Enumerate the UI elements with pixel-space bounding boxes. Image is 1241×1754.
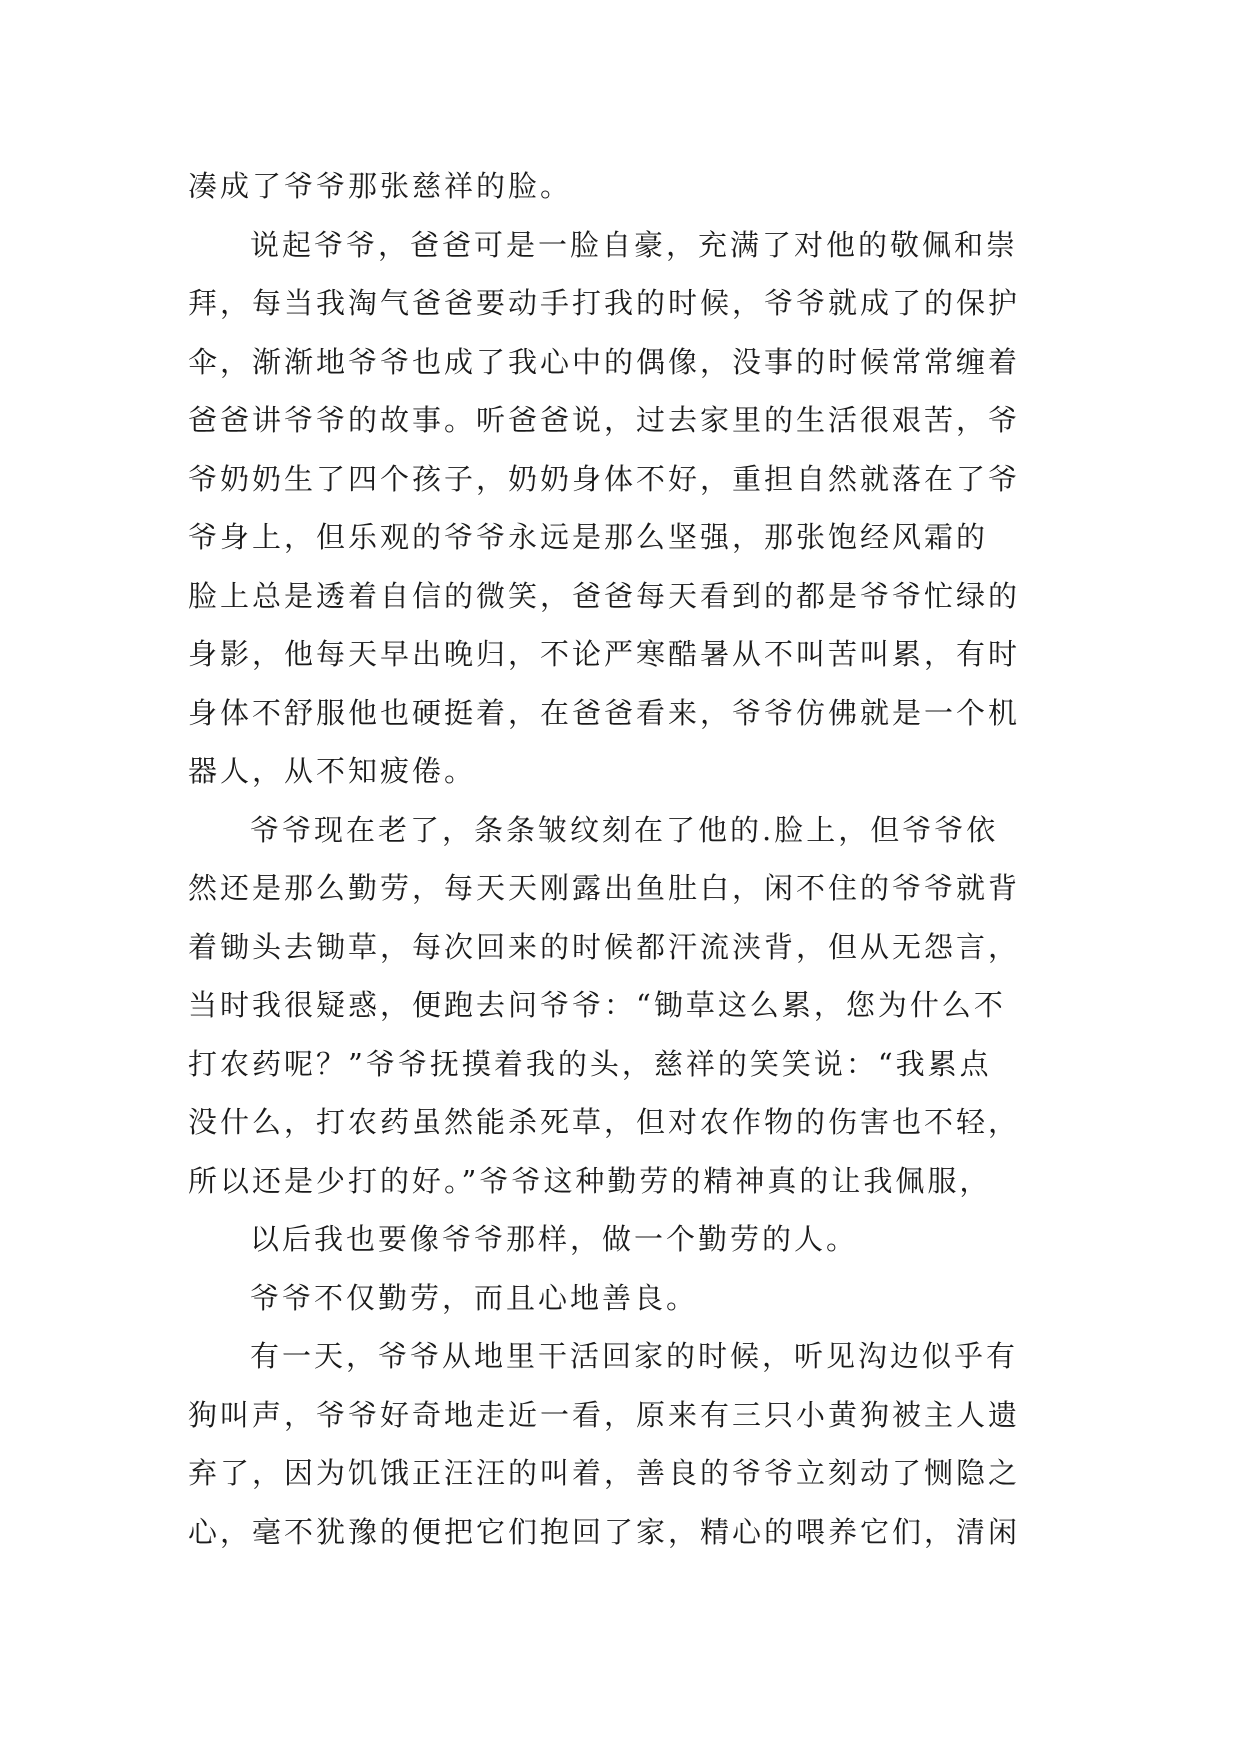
text-line: 所以还是少打的好。”爷爷这种勤劳的精神真的让我佩服， — [188, 1163, 992, 1198]
text-line: 脸上总是透着自信的微笑，爸爸每天看到的都是爷爷忙绿的 — [188, 578, 1021, 613]
text-line: 着锄头去锄草，每次回来的时候都汗流浃背，但从无怨言， — [188, 929, 1021, 964]
body-text — [188, 157, 1068, 1561]
text-line: 爷奶奶生了四个孩子，奶奶身体不好，重担自然就落在了爷 — [188, 461, 1021, 496]
text-line: 凑成了爷爷那张慈祥的脸。 — [188, 169, 573, 203]
text-line: 弃了，因为饥饿正汪汪的叫着，善良的爷爷立刻动了恻隐之 — [188, 1456, 1021, 1490]
text-line: 拜，每当我淘气爸爸要动手打我的时候，爷爷就成了的保护 — [188, 286, 1021, 320]
text-line: 心，毫不犹豫的便把它们抱回了家，精心的喂养它们，清闲 — [188, 1514, 1021, 1549]
text-line: 伞，渐渐地爷爷也成了我心中的偶像，没事的时候常常缠着 — [188, 344, 1021, 379]
text-line: 爷爷现在老了，条条皱纹刻在了他的.脸上，但爷爷依 — [250, 812, 999, 847]
text-line: 有一天，爷爷从地里干活回家的时候，听见沟边似乎有 — [250, 1339, 1019, 1373]
text-line: 没什么，打农药虽然能杀死草，但对农作物的伤害也不轻， — [188, 1105, 1021, 1139]
text-line: 身体不舒服他也硬挺着，在爸爸看来，爷爷仿佛就是一个机 — [188, 695, 1021, 730]
text-line: 爷身上，但乐观的爷爷永远是那么坚强，那张饱经风霜的 — [188, 520, 989, 554]
text-line: 爸爸讲爷爷的故事。听爸爸说，过去家里的生活很艰苦，爷 — [188, 403, 1021, 437]
text-line: 然还是那么勤劳，每天天刚露出鱼肚白，闲不住的爷爷就背 — [188, 871, 1021, 905]
text-line: 打农药呢？”爷爷抚摸着我的头，慈祥的笑笑说：“我累点 — [188, 1046, 992, 1081]
text-line: 狗叫声，爷爷好奇地走近一看，原来有三只小黄狗被主人遗 — [188, 1397, 1021, 1432]
text-line: 爷爷不仅勤劳，而且心地善良。 — [250, 1280, 699, 1315]
text-line: 说起爷爷，爸爸可是一脸自豪，充满了对他的敬佩和崇 — [250, 227, 1019, 262]
text-line: 以后我也要像爷爷那样，做一个勤劳的人。 — [250, 1222, 859, 1256]
text-line: 器人，从不知疲倦。 — [188, 754, 477, 788]
text-line: 身影，他每天早出晚归，不论严寒酷暑从不叫苦叫累，有时 — [188, 637, 1021, 671]
text-line: 当时我很疑惑，便跑去问爷爷：“锄草这么累，您为什么不 — [188, 988, 1006, 1022]
